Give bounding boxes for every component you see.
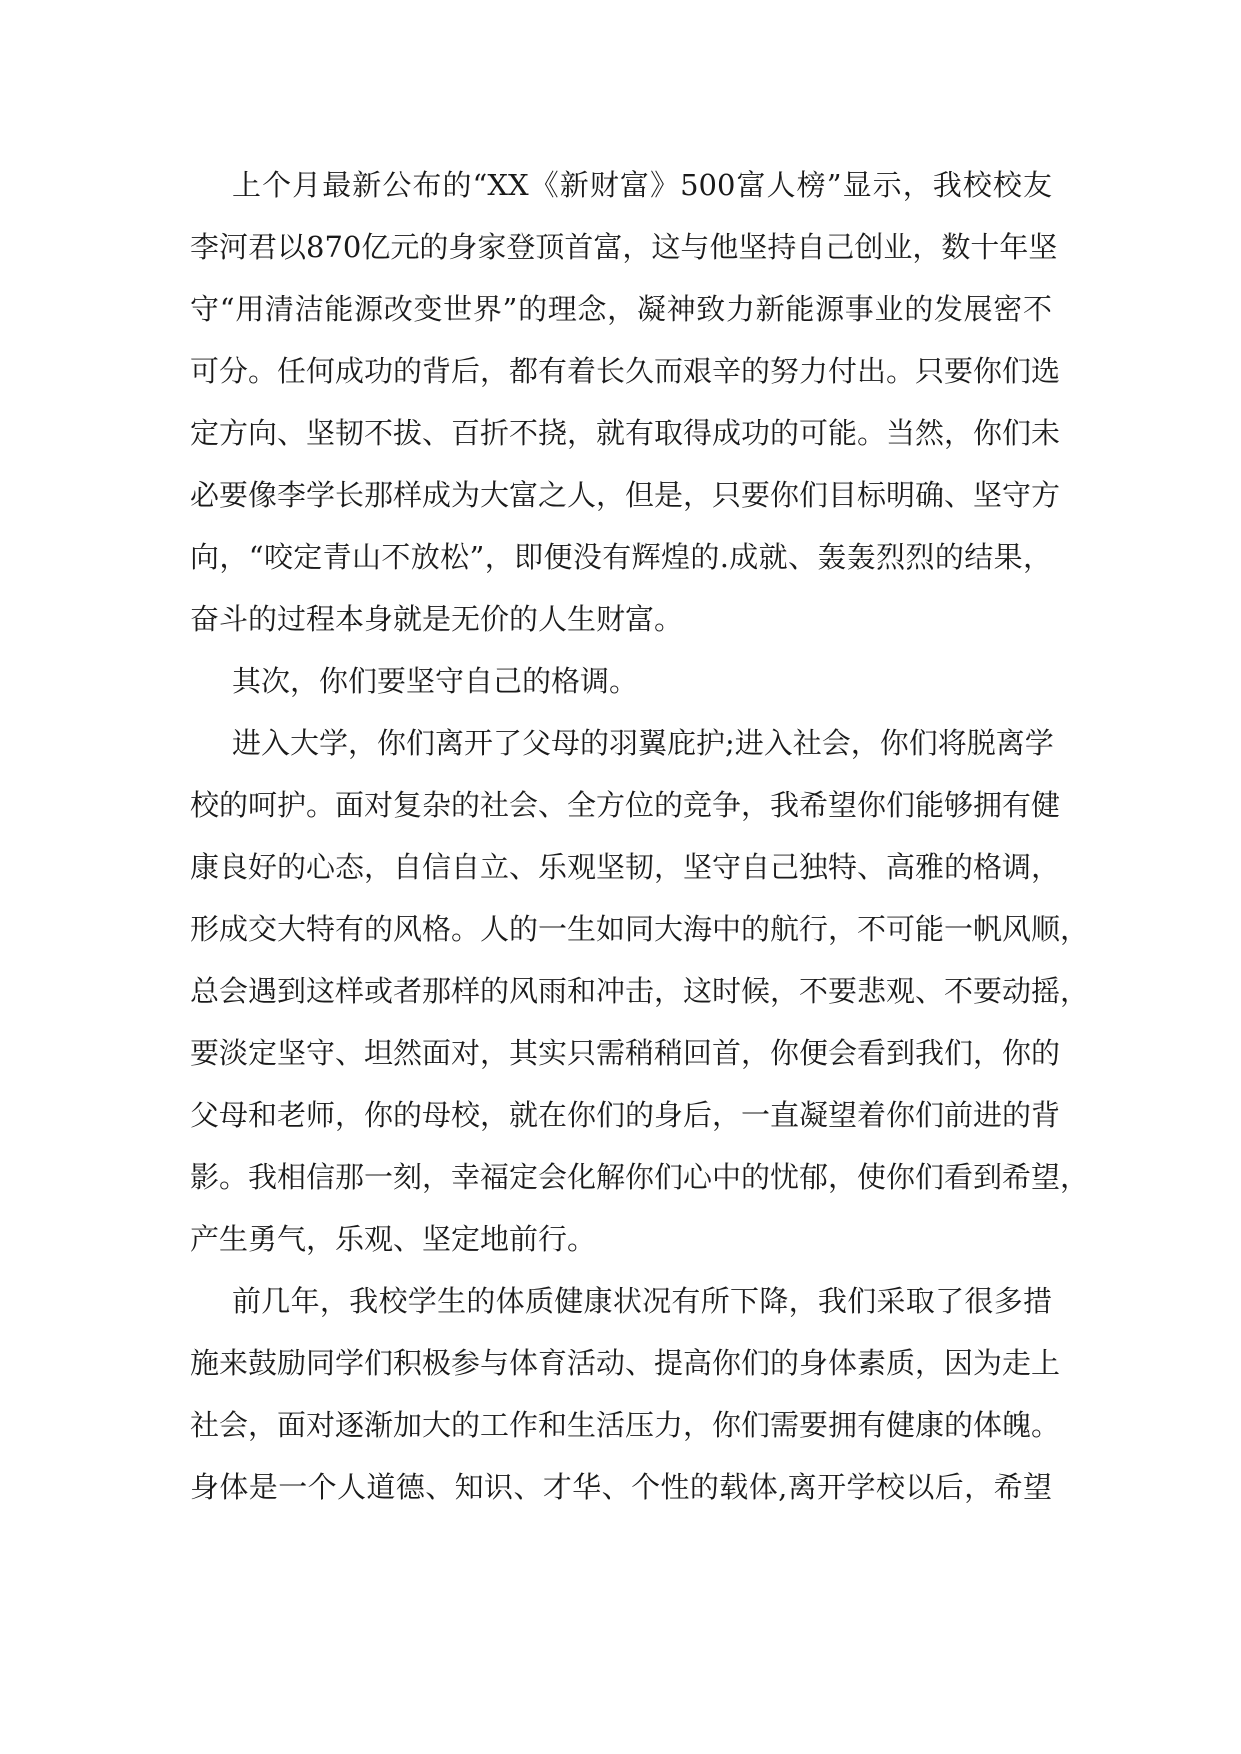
text-line: 父母和老师，你的母校，就在你们的身后，一直凝望着你们前进的背	[190, 1098, 1061, 1132]
text-line: 可分。任何成功的背后，都有着长久而艰辛的努力付出。只要你们选	[190, 354, 1061, 388]
paragraph	[190, 1270, 1061, 1518]
text-line: 总会遇到这样或者那样的风雨和冲击，这时候，不要悲观、不要动摇，	[190, 974, 1090, 1008]
text-line: 李河君以870亿元的身家登顶首富，这与他坚持自己创业，数十年坚	[190, 230, 1058, 264]
paragraph	[190, 650, 1052, 712]
text-line: 施来鼓励同学们积极参与体育活动、提高你们的身体素质，因为走上	[190, 1346, 1061, 1380]
text-line: 影。我相信那一刻，幸福定会化解你们心中的忧郁，使你们看到希望，	[190, 1160, 1090, 1194]
text-line: 定方向、坚韧不拔、百折不挠，就有取得成功的可能。当然，你们未	[190, 416, 1061, 450]
text-line: 形成交大特有的风格。人的一生如同大海中的航行，不可能一帆风顺，	[190, 912, 1090, 946]
text-line: 上个月最新公布的“XX《新财富》500富人榜”显示，我校校友	[232, 168, 1052, 202]
text-line: 必要像李学长那样成为大富之人，但是，只要你们目标明确、坚守方	[190, 478, 1061, 512]
paragraph	[190, 712, 1090, 1270]
text-line: 校的呵护。面对复杂的社会、全方位的竞争，我希望你们能够拥有健	[190, 788, 1061, 822]
text-line: 要淡定坚守、坦然面对，其实只需稍稍回首，你便会看到我们，你的	[190, 1036, 1061, 1070]
text-line: 前几年，我校学生的体质健康状况有所下降，我们采取了很多措	[232, 1284, 1052, 1318]
text-line: 进入大学，你们离开了父母的羽翼庇护;进入社会，你们将脱离学	[232, 726, 1054, 760]
document-body	[190, 154, 1090, 1518]
text-line: 身体是一个人道德、知识、才华、个性的载体,离开学校以后，希望	[190, 1470, 1052, 1504]
text-line: 向，“咬定青山不放松”，即便没有辉煌的.成就、轰轰烈烈的结果，	[190, 540, 1052, 574]
text-line: 奋斗的过程本身就是无价的人生财富。	[190, 602, 684, 636]
text-line: 康良好的心态，自信自立、乐观坚韧，坚守自己独特、高雅的格调，	[190, 850, 1061, 884]
text-line: 其次，你们要坚守自己的格调。	[232, 664, 639, 698]
text-line: 守“用清洁能源改变世界”的理念，凝神致力新能源事业的发展密不	[190, 292, 1052, 326]
paragraph	[190, 154, 1061, 650]
text-line: 社会，面对逐渐加大的工作和生活压力，你们需要拥有健康的体魄。	[190, 1408, 1061, 1442]
text-line: 产生勇气，乐观、坚定地前行。	[190, 1222, 597, 1256]
